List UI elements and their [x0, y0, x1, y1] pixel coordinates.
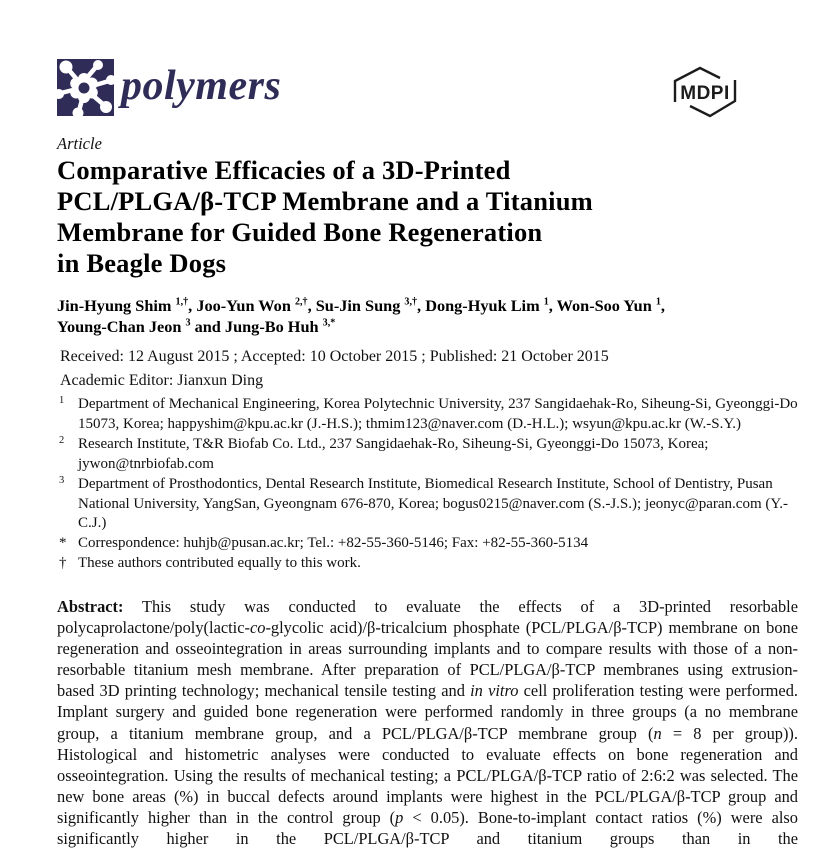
polymers-logo	[57, 59, 114, 116]
article-title	[57, 155, 717, 279]
equal-contribution-note	[59, 554, 798, 574]
title-line: Membrane for Guided Bone Regeneration	[57, 217, 543, 247]
affiliation-text: These authors contributed equally to this work.	[78, 555, 361, 572]
affiliation-text: Department of Mechanical Engineering, Korea Polytechnic University, 237 Sangidaehak-Ro, Siheung-Si, Gyeonggi-Do 15073, Korea; happyshim@kpu.ac.kr (J.-H.S.); thmim123@naver.com (D.-H.L.); wsyun@kpu.ac.kr (W.-S.Y.)	[78, 396, 798, 432]
affiliation-text: Department of Prosthodontics, Dental Research Institute, Biomedical Research Institute, School of Dentistry, Pusan National University, YangSan, Gyeongnam 676-870, Korea; bogus0215@naver.com (S.-J.S.); jeonyc@paran.com (Y.-C.J.)	[78, 475, 789, 532]
affiliation-item	[59, 395, 798, 435]
mdpi-wordmark: MDPI	[680, 83, 730, 104]
article-meta	[60, 345, 798, 392]
affiliation-item	[59, 475, 798, 535]
affiliation-item	[59, 435, 798, 475]
article-type-label: Article	[57, 134, 102, 153]
journal-wordmark: polymers	[121, 63, 282, 109]
affiliation-marker: 1	[59, 395, 65, 406]
title-line: in Beagle Dogs	[57, 248, 227, 278]
affiliation-marker: 2	[59, 434, 65, 446]
title-line: Comparative Efficacies of a 3D-Printed	[57, 155, 511, 185]
dates-line: Received: 12 August 2015 ; Accepted: 10 October 2015 ; Published: 21 October 2015	[60, 348, 609, 365]
correspondence-note	[59, 534, 798, 554]
molecule-icon	[57, 59, 114, 116]
affiliation-marker: *	[59, 535, 67, 552]
affiliation-marker: †	[59, 555, 67, 572]
affiliation-text: Correspondence: huhjb@pusan.ac.kr; Tel.: +82-55-360-5146; Fax: +82-55-360-5134	[78, 535, 589, 552]
authors-line: Jin-Hyung Shim $^{1,\dagger}$, Joo-Yun Won $^{2,\dagger}$, Su-Jin Sung $^{3,\dagger}$, Dong-Hyuk Lim $^1$, Won-Soo Yun $^1$, Young-Chan Jeon $^3$ and Jung-Bo Huh $^{3,*}$	[57, 296, 665, 336]
title-line: PCL/PLGA/β-TCP Membrane and a Titanium	[57, 186, 593, 216]
affiliation-text: Research Institute, T&R Biofab Co. Ltd., 237 Sangidaehak-Ro, Siheung-Si, Gyeonggi-Do 15073, Korea; jywon@tnrbiofab.com	[78, 435, 709, 472]
academic-editor-line: Academic Editor: Jianxun Ding	[60, 371, 264, 389]
affiliations-list	[59, 395, 798, 574]
abstract-paragraph: Abstract: This study was conducted to evaluate the effects of a 3D-printed resorbable polycaprolactone/poly(lactic-co-glycolic acid)/β-tricalcium phosphate (PCL/PLGA/β-TCP) membrane on bone regeneration and osseointegration in areas surrounding implants and to compare results with those of a non-resorbable titanium mesh membrane. After preparation of PCL/PLGA/β-TCP membranes using extrusion-based 3D printing technology; mechanical tensile testing and in vitro cell proliferation testing were performed. Implant surgery and guided bone regeneration were performed randomly in three groups (a no membrane group, a titanium membrane group, and a PCL/PLGA/β-TCP membrane group (n = 8 per group)). Histological and histometric analyses were conducted to evaluate effects on bone regeneration and osseointegration. Using the results of mechanical testing; a PCL/PLGA/β-TCP ratio of 2:6:2 was selected. The new bone areas (%) in buccal defects around implants were highest in the PCL/PLGA/β-TCP group and significantly higher than in the control group (p < 0.05). Bone-to-implant contact ratios (%) were also significantly higher in the PCL/PLGA/β-TCP and titanium groups than in the	[57, 597, 798, 849]
affiliation-marker: 3	[59, 474, 65, 486]
mdpi-logo-icon	[672, 66, 738, 118]
